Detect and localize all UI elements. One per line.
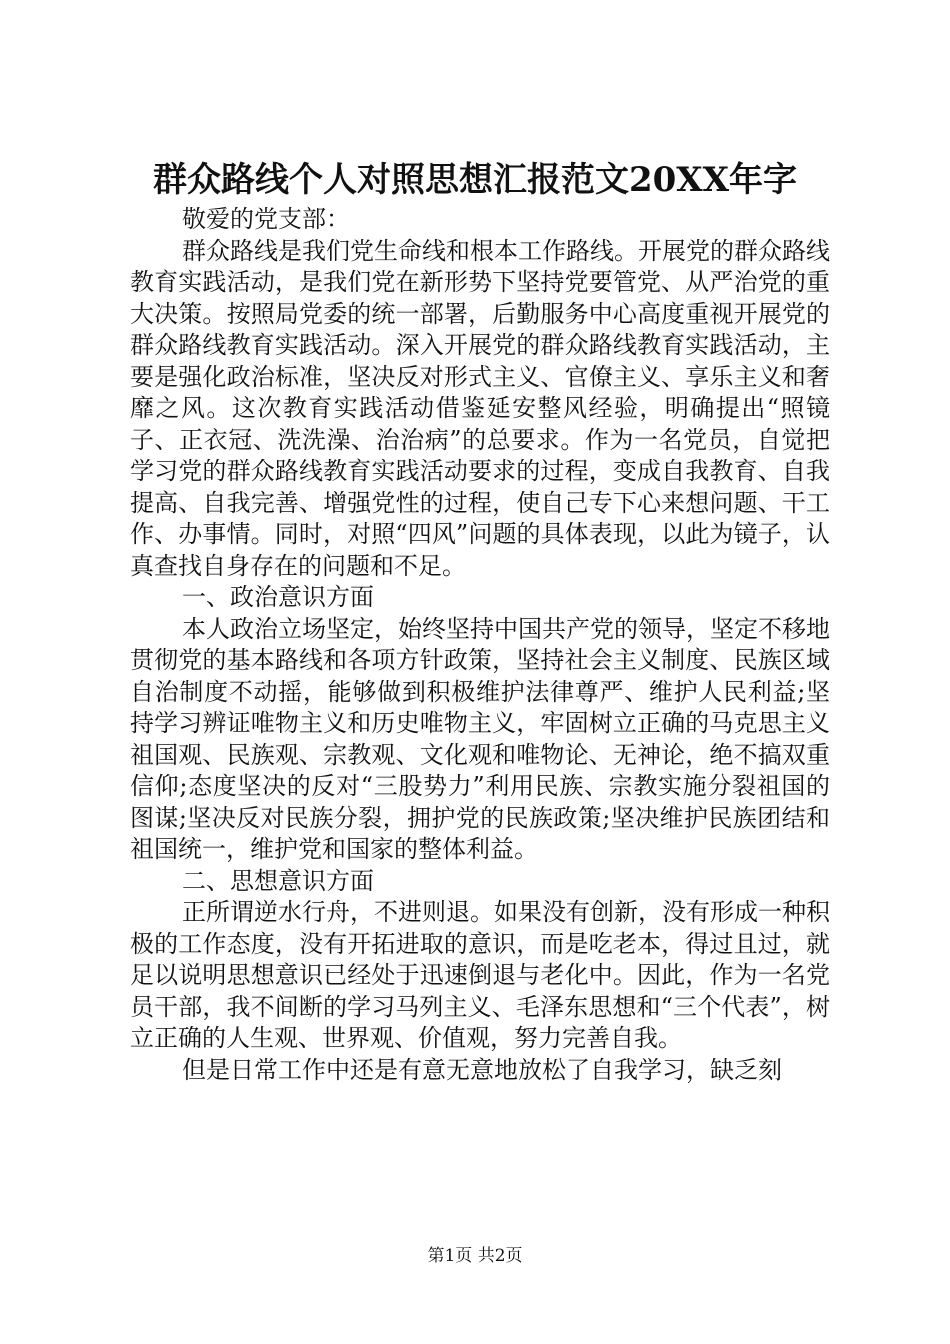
- paragraph-political: 本人政治立场坚定，始终坚持中国共产党的领导，坚定不移地贯彻党的基本路线和各项方针政策，坚持社会主义制度、民族区域自治制度不动摇，能够做到积极维护法律尊严、维护人民利益;坚持学习辨证唯物主义和历史唯物主义，牢固树立正确的马克思主义祖国观、民族观、宗教观、文化观和唯物论、无神论，绝不搞双重信仰;态度坚决的反对“三股势力”利用民族、宗教实施分裂祖国的图谋;坚决反对民族分裂，拥护党的民族政策;坚决维护民族团结和祖国统一，维护党和国家的整体利益。: [130, 614, 830, 863]
- document-body: [130, 204, 830, 1086]
- paragraph-ideological: 正所谓逆水行舟，不进则退。如果没有创新，没有形成一种积极的工作态度，没有开拓进取的意识，而是吃老本，得过且过，就足以说明思想意识已经处于迅速倒退与老化中。因此，作为一名党员干部，我不间断的学习马列主义、毛泽东思想和“三个代表”，树立正确的人生观、世界观、价值观，努力完善自我。: [130, 898, 830, 1052]
- paragraph-continuation: 但是日常工作中还是有意无意地放松了自我学习，缺乏刻: [182, 1055, 782, 1084]
- salutation: 敬爱的党支部：: [182, 205, 350, 233]
- page-footer: 第1页 共2页: [427, 1246, 523, 1266]
- paragraph-intro: 群众路线是我们党生命线和根本工作路线。开展党的群众路线教育实践活动，是我们党在新形势下坚持党要管党、从严治党的重大决策。按照局党委的统一部署，后勤服务中心高度重视开展党的群众路线教育实践活动。深入开展党的群众路线教育实践活动，主要是强化政治标准，坚决反对形式主义、官僚主义、享乐主义和奢靡之风。这次教育实践活动借鉴延安整风经验，明确提出“照镜子、正衣冠、洗洗澡、治治病”的总要求。作为一名党员，自觉把学习党的群众路线教育实践活动要求的过程，变成自我教育、自我提高、自我完善、增强党性的过程，使自己专下心来想问题、干工作、办事情。同时，对照“四风”问题的具体表现，以此为镜子，认真查找自身存在的问题和不足。: [130, 236, 830, 580]
- document-title: 群众路线个人对照思想汇报范文20XX年字: [152, 160, 798, 200]
- section-heading-political: 一、政治意识方面: [182, 583, 374, 611]
- section-heading-ideological: 二、思想意识方面: [182, 866, 374, 895]
